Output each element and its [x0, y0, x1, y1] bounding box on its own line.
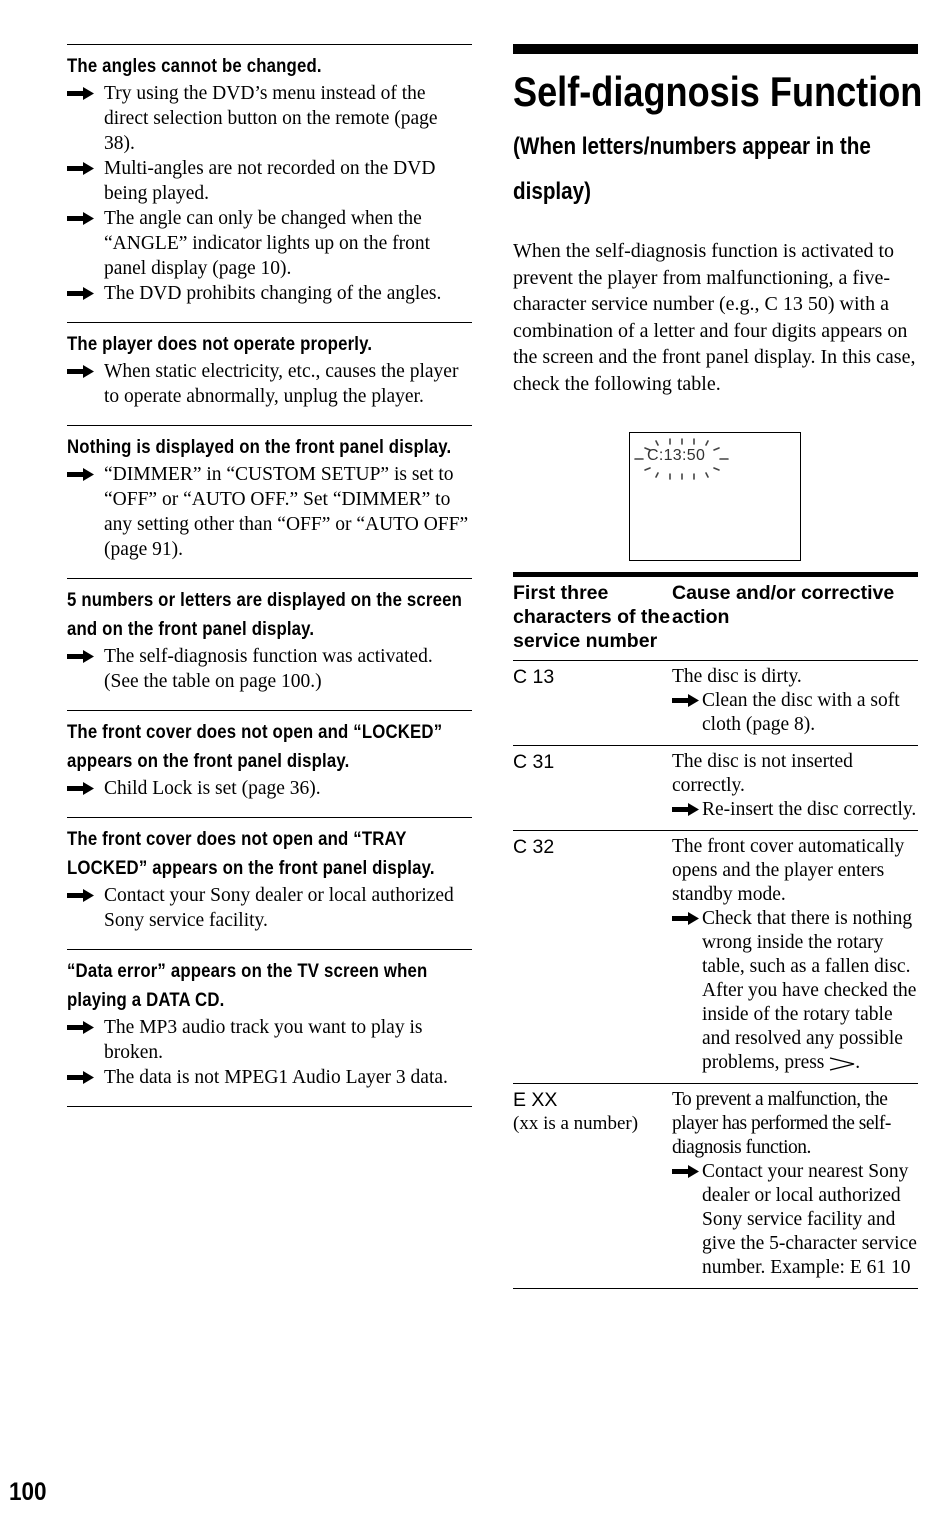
arrow-icon: [67, 287, 94, 300]
code-cell: [513, 835, 672, 1075]
code-cell: [513, 1088, 672, 1280]
remedy-text: “DIMMER” in “CUSTOM SETUP” is set to “OFF” or “AUTO OFF.” Set “DIMMER” to any setting other than “OFF” or “AUTO OFF” (page 91).: [104, 464, 469, 560]
troubleshoot-section-operate: [67, 322, 472, 409]
code-cell: [513, 665, 672, 737]
section-heading: The player does not operate properly.: [67, 333, 373, 355]
code-cell: [513, 750, 672, 822]
remedy-item: [67, 462, 472, 562]
section-rule: [513, 44, 918, 54]
arrow-icon: [67, 87, 94, 100]
table-row: [513, 831, 918, 1084]
section-heading: 5 numbers or letters are displayed on the screen and on the front panel display.: [67, 589, 463, 640]
remedy-text: The angle can only be changed when the “ANGLE” indicator lights up on the front panel display (page 10).: [104, 208, 431, 279]
remedy-item: [67, 81, 472, 156]
action-text: Check that there is nothing wrong inside the rotary table, such as a fallen disc. After you have checked the inside of the rotary table and resolved any possible problems, press: [702, 908, 917, 1073]
intro-paragraph: When the self-diagnosis function is activated to prevent the player from malfunctioning, a five-character service number (e.g., C 13 50) with a combination of a letter and four digits appears on the screen and the front panel display. In this case, check the following table.: [513, 240, 916, 395]
arrow-icon: [67, 468, 94, 481]
remedy-item: [67, 359, 472, 409]
action-cell: [672, 835, 918, 1075]
self-diagnosis-column: [513, 44, 923, 397]
troubleshoot-section-locked: [67, 710, 472, 801]
remedy-item: [67, 156, 472, 206]
remedy-item: [67, 776, 472, 801]
section-heading: “Data error” appears on the TV screen when playing a DATA CD.: [67, 960, 428, 1011]
cause-text: The front cover automatically opens and the player enters standby mode.: [672, 836, 905, 905]
service-code: C 13: [513, 666, 555, 688]
arrow-icon: [672, 912, 699, 925]
remedy-text: Contact your Sony dealer or local authorized Sony service facility.: [104, 885, 454, 931]
troubleshoot-section-angles: [67, 44, 472, 306]
page-title: Self-diagnosis Function: [513, 68, 923, 115]
action-cell: [672, 1088, 918, 1280]
service-code: C 31: [513, 751, 555, 773]
cause-text: The disc is dirty.: [672, 666, 802, 687]
section-heading: Nothing is displayed on the front panel display.: [67, 436, 452, 458]
cause-text: The disc is not inserted correctly.: [672, 751, 853, 796]
arrow-icon: [672, 694, 699, 707]
action-cell: [672, 665, 918, 737]
service-code-note: (xx is a number): [513, 1113, 639, 1134]
remedy-item: [67, 644, 472, 694]
remedy-text: Multi-angles are not recorded on the DVD being played.: [104, 158, 436, 204]
page-number: 100: [9, 1478, 47, 1506]
corrective-action: [672, 907, 918, 1075]
service-code: C 32: [513, 836, 555, 858]
troubleshoot-section-tray-locked: [67, 817, 472, 933]
section-heading: The angles cannot be changed.: [67, 55, 322, 77]
remedy-text: The self-diagnosis function was activated. (See the table on page 100.): [104, 646, 433, 692]
remedy-text: The MP3 audio track you want to play is broken.: [104, 1017, 423, 1063]
arrow-icon: [67, 1071, 94, 1084]
action-cell: [672, 750, 918, 822]
arrow-icon: [672, 1165, 699, 1178]
arrow-icon: [67, 782, 94, 795]
remedy-item: [67, 206, 472, 281]
troubleshoot-section-display: [67, 425, 472, 562]
arrow-icon: [67, 212, 94, 225]
cause-text: To prevent a malfunction, the player has performed the self-diagnosis function.: [672, 1089, 891, 1158]
table-row: [513, 746, 918, 831]
arrow-icon: [672, 803, 699, 816]
corrective-action: [672, 798, 918, 822]
corrective-action: [672, 689, 918, 737]
section-heading: The front cover does not open and “TRAY LOCKED” appears on the front panel display.: [67, 828, 435, 879]
action-text: Re-insert the disc correctly.: [702, 799, 917, 820]
remedy-item: [67, 1015, 472, 1065]
column-header-code: First three characters of the service number: [513, 582, 671, 652]
remedy-text: Try using the DVD’s menu instead of the direct selection button on the remote (page 38).: [104, 83, 438, 154]
remedy-text: When static electricity, etc., causes the player to operate abnormally, unplug the player.: [104, 361, 459, 407]
corrective-action: [672, 1160, 918, 1280]
column-header-action: Cause and/or corrective action: [672, 582, 895, 628]
table-header-row: [513, 577, 918, 661]
troubleshoot-section-data-error: [67, 949, 472, 1107]
arrow-icon: [67, 162, 94, 175]
action-suffix: .: [855, 1052, 861, 1073]
troubleshoot-section-numbers: [67, 578, 472, 694]
arrow-icon: [67, 1021, 94, 1034]
arrow-icon: [67, 365, 94, 378]
remedy-text: Child Lock is set (page 36).: [104, 778, 321, 799]
remedy-text: The DVD prohibits changing of the angles.: [104, 283, 442, 304]
service-code: E XX: [513, 1089, 558, 1111]
remedy-item: [67, 883, 472, 933]
action-text: Contact your nearest Sony dealer or local authorized Sony service facility and give the 5-character service number. Example: E 61 10: [702, 1161, 917, 1278]
service-number-readout: C:13:50: [647, 447, 706, 464]
section-heading: The front cover does not open and “LOCKED” appears on the front panel display.: [67, 721, 443, 772]
remedy-item: [67, 1065, 472, 1090]
service-number-table: [513, 572, 918, 1289]
play-button-icon: [829, 1057, 855, 1071]
remedy-item: [67, 281, 472, 306]
table-row: [513, 1084, 918, 1289]
action-text: Clean the disc with a soft cloth (page 8).: [702, 690, 900, 735]
page-subtitle: (When letters/numbers appear in the display): [513, 133, 871, 205]
front-panel-display-illustration: [629, 432, 801, 561]
remedy-text: The data is not MPEG1 Audio Layer 3 data.: [104, 1067, 448, 1088]
arrow-icon: [67, 650, 94, 663]
arrow-icon: [67, 889, 94, 902]
table-row: [513, 661, 918, 746]
troubleshooting-column: [67, 44, 472, 1107]
